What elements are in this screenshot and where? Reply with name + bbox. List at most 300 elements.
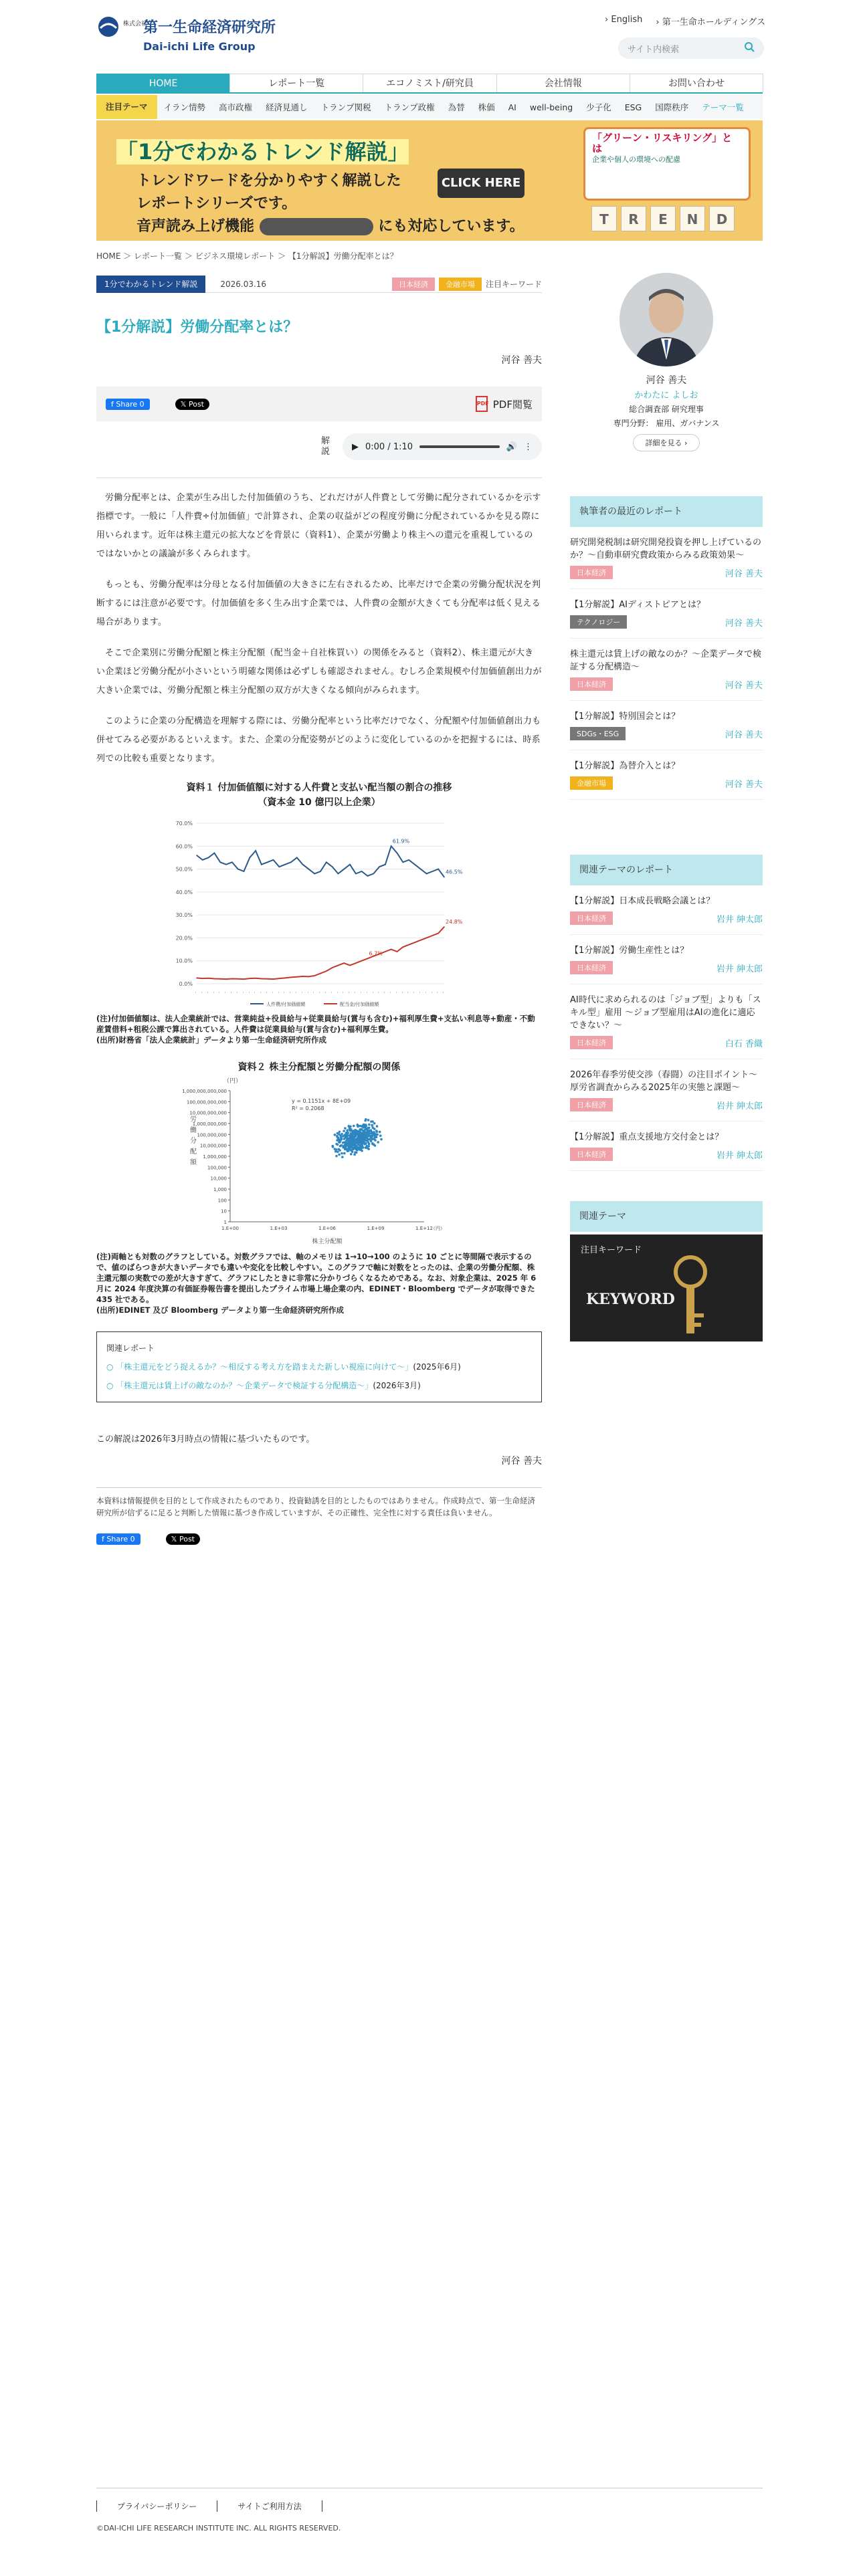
english-link[interactable]: › English (605, 15, 643, 25)
list-item[interactable] (570, 701, 763, 750)
play-icon[interactable]: ▶ (352, 441, 359, 452)
list-item[interactable] (570, 885, 763, 935)
data-point (363, 1139, 365, 1142)
y-tick-label: 100 (217, 1198, 227, 1204)
list-item[interactable] (570, 527, 763, 589)
data-point (361, 1129, 363, 1132)
series-line (197, 927, 444, 979)
data-point (367, 1145, 370, 1148)
list-item[interactable] (570, 589, 763, 639)
data-point (367, 875, 369, 877)
x-post-button[interactable]: 𝕏 Post (166, 1533, 200, 1545)
x-tick-label: – (211, 991, 216, 993)
data-point (343, 1138, 346, 1140)
data-point (371, 1131, 373, 1134)
data-point (219, 861, 221, 863)
x-tick-label: 1.E+09 (367, 1226, 385, 1231)
y-tick-label: 10,000,000,000 (189, 1110, 227, 1116)
data-point (273, 859, 274, 861)
data-point (367, 958, 369, 959)
x-tick-label: – (235, 991, 240, 993)
data-point (208, 857, 209, 859)
category-badge[interactable]: 金融市場 (570, 776, 613, 790)
data-point (273, 978, 274, 980)
click-here-button[interactable]: CLICK HERE (438, 169, 524, 198)
closing-note: この解説は2026年3月時点の情報に基づいたものです。 (96, 1434, 315, 1444)
data-point (345, 1142, 347, 1144)
banner-card: 「グリーン・リスキリング」とは 企業や個人の環境への配慮 (583, 127, 751, 201)
audio-label: 解説 (321, 436, 330, 457)
main-nav (96, 74, 763, 94)
data-point (353, 1144, 356, 1147)
page-title: 【1分解説】労働分配率とは？ (96, 319, 298, 336)
pdf-button[interactable]: PDF PDF閲覧 (476, 396, 533, 412)
data-point (343, 869, 345, 870)
data-point (385, 951, 386, 952)
pdf-icon: PDF (476, 396, 488, 412)
category-badge[interactable]: 日本経済 (570, 677, 613, 691)
x-tick-label: – (353, 991, 357, 993)
search-icon[interactable] (744, 41, 755, 55)
theme-tag[interactable]: イラン情勢 (163, 102, 206, 112)
author-link[interactable]: 岩井 紳太郎 (716, 914, 763, 925)
theme-tag[interactable]: 国際秩序 (655, 102, 689, 112)
data-point (349, 1134, 351, 1137)
data-point (346, 1129, 349, 1132)
y-unit: （円） (223, 1078, 242, 1085)
y-tick-label: 1,000,000,000,000 (182, 1089, 227, 1094)
data-point (334, 1134, 337, 1136)
x-tick-label: – (270, 991, 275, 993)
data-point (375, 1136, 378, 1139)
legend-label: 配当金/付加価値額 (340, 1002, 379, 1007)
data-point (284, 864, 286, 865)
y-tick-label: 100,000,000 (197, 1132, 227, 1138)
data-point (337, 1151, 339, 1154)
category-badge[interactable]: 日本経済 (570, 1098, 613, 1111)
data-point (370, 1120, 373, 1123)
data-point (391, 949, 392, 950)
data-point (214, 978, 215, 980)
series-line (197, 846, 444, 877)
x-unit: （円） (431, 1226, 445, 1231)
category-badge[interactable]: テクノロジー (570, 615, 627, 629)
category-badge[interactable]: SDGs・ESG (570, 727, 626, 740)
x-tick-label: – (417, 991, 422, 993)
article-date: 2026.03.16 (220, 279, 267, 289)
facebook-share-button[interactable]: f Share 0 (106, 399, 150, 410)
data-point (373, 1122, 376, 1125)
x-tick-label: – (400, 991, 405, 993)
latest-reports-title: 執筆者の最近のレポート (570, 496, 763, 527)
data-point (332, 866, 333, 867)
related-theme (570, 1201, 763, 1232)
keyword-theme-card[interactable] (570, 1235, 763, 1341)
data-point (296, 857, 298, 859)
article-author[interactable]: 河谷 善夫 (501, 355, 542, 366)
author-link[interactable]: 白石 香織 (725, 1039, 763, 1049)
portrait-image (619, 273, 713, 366)
list-item[interactable] (570, 750, 763, 800)
category-badge[interactable]: 日本経済 (570, 1148, 613, 1161)
category-badge[interactable]: 1分でわかるトレンド解説 (96, 276, 205, 293)
figure2-source: (出所)EDINET 及び Bloomberg データより第一生命経済研究所作成 (96, 1305, 344, 1315)
theme-tag[interactable]: トランプ政権 (384, 102, 435, 112)
data-point (342, 1135, 345, 1138)
nav-reports[interactable]: レポート一覧 (229, 74, 363, 92)
profile-detail-button[interactable]: 詳細を見る › (633, 434, 700, 451)
data-point (357, 1148, 360, 1150)
y-axis-label: 働 (190, 1127, 197, 1134)
list-item-title[interactable]: 2026年春季労使交渉（春闘）の注目ポイント～厚労省調査からみる2025年の実態と課題～ (570, 1070, 758, 1093)
x-tick-label: – (217, 991, 222, 993)
theme-tag[interactable]: 高市政権 (219, 102, 253, 112)
x-tick-label: 1.E+03 (270, 1226, 288, 1231)
data-point (354, 1138, 357, 1141)
author-link[interactable]: 河谷 善夫 (725, 730, 763, 740)
data-point (237, 978, 239, 980)
data-point (349, 965, 351, 966)
profile-name: 河谷 善夫 (646, 375, 687, 386)
paragraph: そこで企業別に労働分配額と株主分配額（配当金＋自社株買い）の関係をみると（資料2）、株主還元が大きい企業ほど労働分配が小さいという明確な関係は必ずしも確認されません。むしろ企業規模や付加価値創出力が大きい企業では、労働分配額と株主分配額の双方が大きくなる傾向がみられます。 (96, 648, 542, 695)
data-point (349, 1125, 352, 1128)
figure1-title: 資料１ 付加価値額に対する人件費と支払い配当額の割合の推移 （資本金 10 億円以上企業） (186, 782, 452, 808)
y-tick-label: 10.0% (175, 958, 193, 964)
data-point (438, 869, 439, 870)
y-tick-label: 70.0% (175, 821, 193, 827)
data-point (349, 864, 351, 865)
list-item[interactable] (570, 639, 763, 701)
data-point (314, 873, 315, 875)
data-point (343, 1152, 346, 1155)
data-point (369, 1135, 371, 1138)
data-point (337, 1137, 339, 1140)
tag-keyword[interactable]: 注目キーワード (485, 280, 542, 289)
data-point (355, 962, 357, 964)
tag-japan-economy[interactable]: 日本経済 (392, 278, 435, 291)
x-tick-label: – (442, 991, 446, 993)
trend-blocks: T R E N D (591, 206, 735, 231)
x-tick-label: 1.E+06 (318, 1226, 336, 1231)
x-tick-label: – (247, 991, 252, 993)
data-point (237, 869, 239, 870)
list-item-title[interactable]: 【1分解説】日本成長戦略会議とは？ (570, 896, 715, 906)
data-point (432, 935, 434, 936)
data-point (332, 967, 333, 968)
data-point (360, 1139, 363, 1142)
data-point (361, 1142, 364, 1144)
x-tick-label: – (288, 991, 292, 993)
related-reports (96, 1331, 542, 1402)
x-tick-label: – (282, 991, 287, 993)
article-meta (96, 276, 542, 293)
data-point (267, 978, 268, 980)
nav-home[interactable]: HOME (96, 74, 230, 92)
data-point (444, 877, 445, 878)
data-point (335, 1155, 338, 1158)
category-badge[interactable]: 日本経済 (570, 961, 613, 974)
y-tick-label: 1 (223, 1220, 227, 1225)
data-point (403, 861, 404, 863)
y-tick-label: 10,000,000 (199, 1143, 227, 1149)
more-icon[interactable]: ⋮ (524, 441, 533, 452)
y-tick-label: 1,000,000,000 (192, 1121, 227, 1127)
logo-en: Dai-ichi Life Group (143, 40, 256, 53)
data-point (320, 871, 321, 872)
y-tick-label: 100,000,000,000 (186, 1099, 227, 1105)
data-point (334, 1148, 337, 1150)
data-point (344, 1127, 347, 1130)
figure2-title: 資料２ 株主分配額と労働分配額の関係 (237, 1062, 401, 1073)
x-tick-label: – (241, 991, 246, 993)
data-point (345, 1137, 348, 1140)
y-axis-label: 労 (190, 1116, 197, 1123)
profile-field: 専門分野： 雇用、ガバナンス (613, 419, 720, 428)
list-item-title[interactable]: 【1分解説】特別国会とは？ (570, 712, 680, 722)
share-bar (96, 387, 542, 421)
theme-tag[interactable]: ESG (624, 102, 642, 112)
data-point (326, 861, 327, 863)
list-item-title[interactable]: 【1分解説】為替介入とは？ (570, 761, 680, 771)
data-point (379, 1131, 381, 1134)
data-point (347, 1145, 350, 1148)
data-point (279, 978, 280, 979)
y-tick-label: 40.0% (175, 889, 193, 895)
author-link[interactable]: 河谷 善夫 (725, 618, 763, 629)
x-axis-label: 株主分配額 (312, 1239, 343, 1245)
data-point (408, 944, 409, 946)
data-label: 61.9% (392, 838, 410, 845)
x-tick-label: – (329, 991, 334, 993)
data-point (414, 864, 415, 865)
list-item-title[interactable]: 株主還元は賃上げの敵なのか？～企業データで検証する分配構造～ (570, 649, 762, 672)
facebook-share-button[interactable]: f Share 0 (96, 1533, 140, 1545)
y-tick-label: 20.0% (175, 935, 193, 942)
data-point (361, 960, 363, 962)
x-tick-label: – (312, 991, 316, 993)
data-point (196, 978, 197, 979)
data-point (391, 845, 392, 847)
data-point (341, 1156, 344, 1158)
theme-reports-title: 関連テーマのレポート (570, 855, 763, 885)
data-point (361, 871, 363, 872)
data-point (353, 1154, 356, 1156)
author-link[interactable]: 岩井 紳太郎 (716, 1101, 763, 1111)
data-point (347, 1150, 350, 1152)
usage-link[interactable]: サイトご利用方法 (217, 2500, 322, 2512)
category-badge[interactable]: 日本経済 (570, 1036, 613, 1049)
x-tick-label: – (430, 991, 434, 993)
profile-kana: かわたに よしお (634, 391, 698, 401)
privacy-link[interactable]: プライバシーポリシー (96, 2500, 217, 2512)
related-report-link[interactable]: ○ 「株主還元は賃上げの敵なのか？～企業データで検証する分配構造～」(2026年3月) (106, 1381, 421, 1390)
data-point (414, 942, 415, 943)
closing-author[interactable]: 河谷 善夫 (501, 1456, 542, 1467)
data-point (339, 1149, 341, 1152)
nav-contact[interactable]: お問い合わせ (630, 74, 763, 92)
category-badge[interactable]: 日本経済 (570, 911, 613, 925)
y-tick-label: 0.0% (179, 981, 193, 987)
data-point (368, 1123, 371, 1126)
data-point (403, 946, 404, 948)
data-point (249, 857, 250, 859)
data-point (355, 1129, 357, 1132)
data-point (375, 1130, 378, 1132)
data-point (343, 1130, 345, 1132)
data-point (255, 978, 256, 979)
x-tick-label: – (359, 991, 363, 993)
breadcrumb[interactable]: HOME ＞ レポート一覧 ＞ ビジネス環境レポート ＞ 【1分解説】労働分配率とは？ (96, 251, 398, 261)
x-tick-label: – (276, 991, 281, 993)
data-point (365, 1146, 367, 1149)
x-tick-label: 1.E+12 (415, 1226, 433, 1231)
data-point (339, 1135, 342, 1138)
list-item-title[interactable]: AI時代に求められるのは「ジョブ型」よりも「スキル型」雇用 ～ジョブ型雇用はAIの進化に適応できない？～ (570, 995, 761, 1031)
x-tick-label: – (423, 991, 428, 993)
data-point (438, 933, 439, 934)
category-badge[interactable]: 日本経済 (570, 566, 613, 579)
x-tick-label: – (388, 991, 393, 993)
volume-icon[interactable]: 🔊 (506, 441, 517, 452)
data-point (338, 1154, 341, 1156)
share-bottom (96, 1533, 542, 1545)
list-item[interactable] (570, 1059, 763, 1121)
theme-tag[interactable]: 株価 (478, 102, 495, 112)
data-point (244, 978, 245, 980)
search-input[interactable] (618, 37, 764, 59)
data-point (341, 1152, 343, 1155)
nav-economists[interactable]: エコノミスト/研究員 (363, 74, 496, 92)
paragraph: もっとも、労働分配率は分母となる付加価値の大きさに左右されるため、比率だけで企業の労働分配状況を判断するには注意が必要です。付加価値を多く生み出す企業では、人件費の金額が大きくても分配率は低く見える場合があります。 (96, 580, 541, 627)
data-point (365, 1133, 368, 1136)
y-tick-label: 1,000,000 (203, 1154, 227, 1160)
data-point (368, 1132, 371, 1135)
data-point (355, 873, 357, 875)
theme-tag[interactable]: 為替 (448, 102, 465, 112)
theme-tag[interactable]: トランプ関税 (320, 102, 371, 112)
profile-dept: 総合調査部 研究理事 (629, 405, 704, 414)
x-post-button[interactable]: 𝕏 Post (175, 399, 209, 410)
data-point (367, 1119, 370, 1121)
theme-tag[interactable]: AI (508, 102, 516, 112)
y-tick-label: 1,000 (213, 1187, 227, 1192)
author-link[interactable]: 河谷 善夫 (725, 568, 763, 579)
list-item[interactable] (570, 984, 763, 1059)
audio-time: 0:00 / 1:10 (365, 441, 413, 452)
data-point (350, 1153, 353, 1156)
data-point (225, 864, 227, 865)
data-point (373, 873, 374, 875)
x-tick-label: – (371, 991, 375, 993)
data-point (370, 1140, 373, 1143)
data-point (343, 962, 345, 964)
x-tick-label: 1.E+00 (221, 1226, 239, 1231)
holdings-link[interactable]: › 第一生命ホールディングス (656, 17, 765, 27)
nav-company[interactable]: 会社情報 (496, 74, 630, 92)
related-reports-title: 関連レポート (106, 1344, 155, 1353)
x-tick-label: – (377, 991, 381, 993)
paragraph: 労働分配率とは、企業が生み出した付加価値のうち、どれだけが人件費として労働に配分されているかを示す指標です。一般に「人件費÷付加価値」で計算され、企業の収益がどの程度労働に分配されているかを見る際に用いられます。近年は株主還元の拡大などを背景に（資料1）、企業が労働より株主への還元を重視しているのではないかとの議論が多くみられます。 (96, 493, 541, 559)
data-point (261, 978, 262, 980)
x-tick-label: – (294, 991, 298, 993)
audio-player (321, 432, 542, 461)
data-point (302, 976, 304, 977)
list-item[interactable] (570, 935, 763, 984)
data-point (357, 1123, 359, 1126)
figure2-chart (96, 1075, 542, 1249)
trend-banner[interactable] (96, 120, 763, 241)
data-point (358, 1133, 361, 1136)
x-tick-label: – (382, 991, 387, 993)
theme-tags (96, 95, 763, 119)
data-point (444, 926, 445, 928)
audio-progress[interactable] (419, 445, 500, 448)
data-point (359, 1125, 361, 1128)
banner-title: 「1分でわかるトレンド解説」 (116, 139, 409, 165)
site-logo[interactable] (96, 15, 310, 62)
tag-financial-market[interactable]: 金融市場 (439, 278, 482, 291)
y-tick-label: 100,000 (207, 1165, 227, 1171)
keyword-card-label: 注目キーワード (581, 1245, 642, 1255)
data-point (361, 1144, 363, 1147)
x-tick-label: – (323, 991, 328, 993)
data-point (338, 873, 339, 875)
data-label: 6.7% (369, 950, 383, 957)
data-point (385, 864, 386, 865)
list-item-title[interactable]: 【1分解説】労働生産性とは？ (570, 946, 689, 956)
data-point (367, 1147, 369, 1150)
data-point (208, 978, 209, 979)
theme-tag[interactable]: 経済見通し (266, 102, 308, 112)
list-item-title[interactable]: 研究開発税制は研究開発投資を押し上げているのか？～自動車研究費政策からみる政策効果～ (570, 538, 762, 560)
data-point (376, 1125, 379, 1128)
list-item[interactable] (570, 1121, 763, 1171)
data-point (375, 1133, 377, 1136)
author-link[interactable]: 岩井 紳太郎 (716, 964, 763, 974)
related-report-link[interactable]: ○ 「株主還元をどう捉えるか？～相反する考え方を踏まえた新しい視座に向けて～」(2025年6月) (106, 1362, 461, 1372)
author-link[interactable]: 河谷 善夫 (725, 779, 763, 790)
theme-tag[interactable]: well-being (529, 102, 573, 112)
figure1-source: (出所)財務省「法人企業統計」データより第一生命経済研究所作成 (96, 1035, 327, 1045)
data-point (202, 978, 203, 979)
list-item-title[interactable]: 【1分解説】AIディストピアとは？ (570, 600, 705, 610)
theme-list-link[interactable]: テーマ一覧 (702, 102, 744, 112)
related-theme-title: 関連テーマ (570, 1201, 763, 1232)
latest-reports (570, 496, 763, 800)
keyword-card-text: KEYWORD (586, 1291, 675, 1308)
x-tick-label: – (258, 991, 263, 993)
list-item-title[interactable]: 【1分解説】重点支援地方交付金とは？ (570, 1132, 724, 1142)
x-tick-label: – (406, 991, 411, 993)
y-tick-label: 10 (221, 1208, 227, 1214)
trend-r2: R² = 0.2068 (292, 1105, 324, 1111)
avatar (619, 273, 713, 366)
y-tick-label: 50.0% (175, 866, 193, 873)
data-point (255, 850, 256, 851)
data-point (219, 978, 221, 980)
top-links (605, 15, 765, 27)
data-point (380, 1138, 383, 1141)
data-point (358, 1144, 361, 1146)
author-link[interactable]: 河谷 善夫 (725, 680, 763, 691)
data-point (361, 1134, 364, 1136)
x-tick-label: – (223, 991, 228, 993)
data-point (420, 869, 421, 870)
data-point (379, 1135, 382, 1138)
theme-tag[interactable]: 少子化 (586, 102, 611, 112)
author-profile (570, 273, 763, 451)
author-link[interactable]: 岩井 紳太郎 (716, 1150, 763, 1161)
